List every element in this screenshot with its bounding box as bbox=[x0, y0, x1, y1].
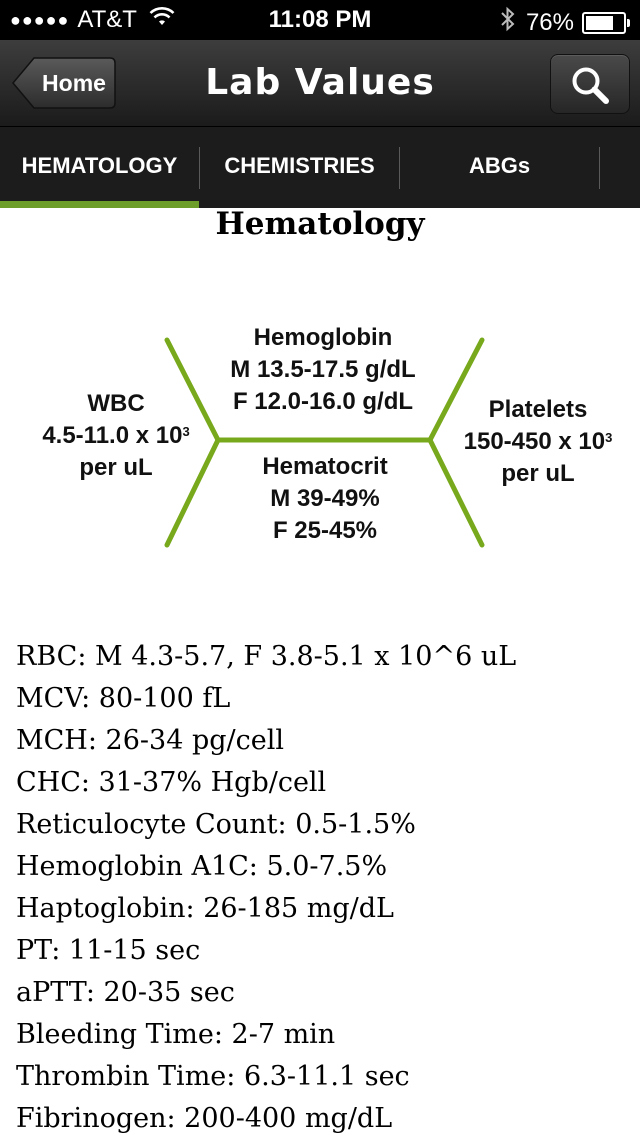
platelets-title: Platelets bbox=[488, 396, 588, 423]
wbc-unit: per uL bbox=[79, 454, 153, 481]
hemoglobin-title: Hemoglobin bbox=[253, 324, 393, 351]
battery-icon bbox=[582, 12, 626, 34]
carrier-label: AT&T bbox=[77, 6, 137, 33]
wbc-title: WBC bbox=[87, 390, 145, 417]
bluetooth-icon bbox=[500, 6, 516, 39]
platelets-unit: per uL bbox=[501, 460, 575, 487]
lab-value-bleeding-time: Bleeding Time: 2-7 min bbox=[16, 1019, 336, 1050]
tab-chemistries-label: CHEMISTRIES bbox=[224, 153, 375, 178]
wbc-exponent: 3 bbox=[182, 424, 190, 439]
platelets-exponent: 3 bbox=[605, 430, 613, 445]
lab-value-rbc: RBC: M 4.3-5.7, F 3.8-5.1 x 10^6 uL bbox=[16, 641, 517, 672]
wbc-block bbox=[18, 388, 214, 484]
hematocrit-female-range: F 25-45% bbox=[272, 517, 378, 544]
home-button-label: Home bbox=[42, 70, 106, 96]
platelets-block bbox=[440, 394, 636, 490]
lab-value-haptoglobin: Haptoglobin: 26-185 mg/dL bbox=[16, 893, 394, 924]
hemoglobin-male-range: M 13.5-17.5 g/dL bbox=[230, 356, 416, 383]
platelets-range: 150-450 x 10 bbox=[463, 428, 606, 455]
section-title: Hematology bbox=[215, 206, 425, 242]
tab-bar bbox=[0, 127, 640, 208]
hematology-fishbone-diagram bbox=[0, 320, 640, 560]
lab-value-pt: PT: 11-15 sec bbox=[16, 935, 201, 966]
tab-chemistries[interactable] bbox=[200, 127, 399, 208]
search-icon bbox=[570, 66, 610, 104]
battery-percent: 76% bbox=[525, 8, 574, 36]
tab-hematology-label: HEMATOLOGY bbox=[21, 153, 178, 178]
search-button[interactable] bbox=[550, 54, 630, 114]
tab-abgs-label: ABGs bbox=[468, 153, 531, 178]
hemoglobin-block bbox=[213, 322, 433, 418]
hematocrit-male-range: M 39-49% bbox=[270, 485, 380, 512]
lab-values-list bbox=[16, 636, 626, 1140]
tab-abgs[interactable] bbox=[400, 127, 599, 208]
lab-value-thrombin-time: Thrombin Time: 6.3-11.1 sec bbox=[16, 1061, 410, 1092]
lab-value-reticulocyte: Reticulocyte Count: 0.5-1.5% bbox=[16, 809, 416, 840]
hemoglobin-female-range: F 12.0-16.0 g/dL bbox=[232, 388, 414, 415]
hematocrit-block bbox=[215, 451, 435, 547]
lab-value-aptt: aPTT: 20-35 sec bbox=[16, 977, 235, 1008]
signal-strength-icon: ●●●●● bbox=[10, 9, 70, 30]
lab-value-chc: CHC: 31-37% Hgb/cell bbox=[16, 767, 327, 798]
wbc-range: 4.5-11.0 x 10 bbox=[42, 422, 183, 449]
tab-divider bbox=[599, 147, 600, 189]
lab-value-fibrinogen: Fibrinogen: 200-400 mg/dL bbox=[16, 1103, 393, 1134]
hematocrit-title: Hematocrit bbox=[262, 453, 388, 480]
lab-value-hemoglobin-a1c: Hemoglobin A1C: 5.0-7.5% bbox=[16, 851, 388, 882]
navigation-bar bbox=[0, 40, 640, 127]
app-title: Lab Values bbox=[205, 62, 435, 103]
lab-value-mcv: MCV: 80-100 fL bbox=[16, 683, 231, 714]
status-bar bbox=[0, 0, 640, 40]
tab-hematology[interactable] bbox=[0, 127, 199, 208]
lab-value-mch: MCH: 26-34 pg/cell bbox=[16, 725, 284, 756]
clock: 11:08 PM bbox=[268, 6, 372, 33]
